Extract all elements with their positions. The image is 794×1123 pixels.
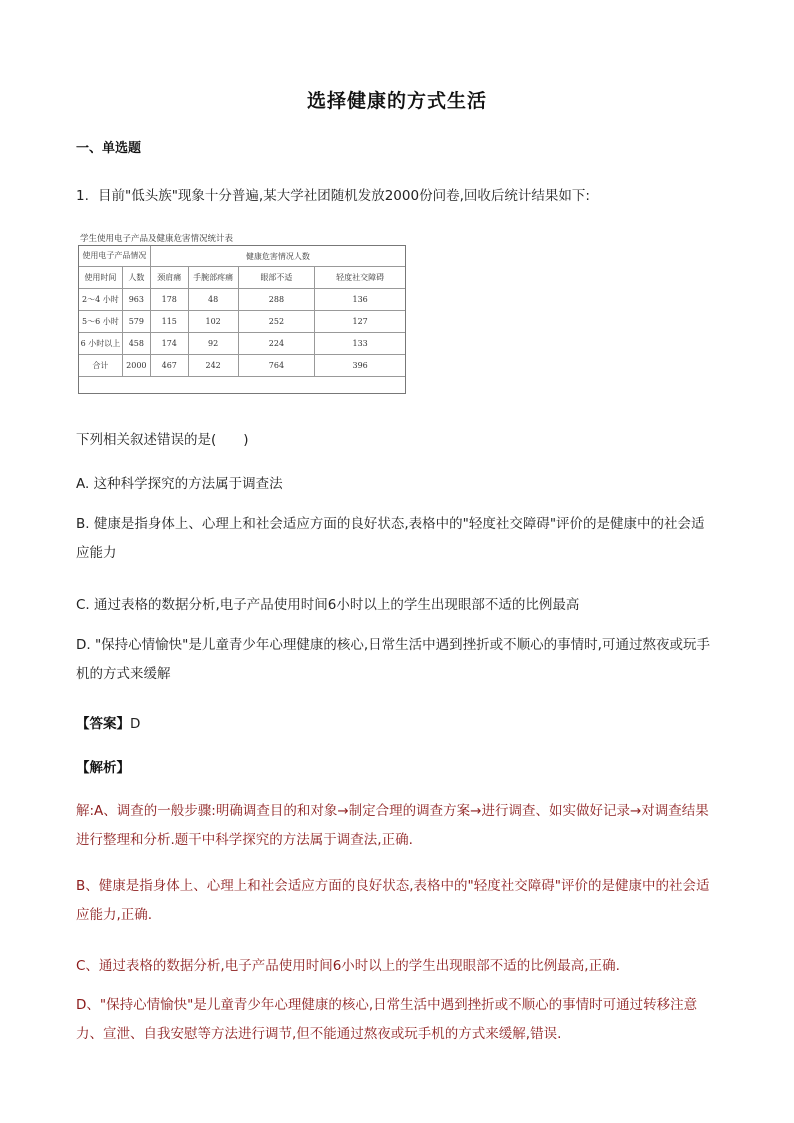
question-prompt: 下列相关叙述错误的是( ) [76,432,249,448]
table-cell: 6 小时以上 [79,333,123,355]
table-cell: 224 [238,333,315,355]
table-cell: 133 [315,333,406,355]
table-cell: 174 [150,333,188,355]
answer-label: 【答案】 [76,716,130,732]
table-cell: 467 [150,355,188,377]
table-col-header: 轻度社交障碍 [315,267,406,289]
table-col-header: 眼部不适 [238,267,315,289]
table-cell: 178 [150,289,188,311]
table-caption: 学生使用电子产品及健康危害情况统计表 [80,234,234,244]
analysis-a: 解:A、调查的一般步骤:明确调查目的和对象→制定合理的调查方案→进行调查、如实做好记录→对调查结果进行整理和分析.题干中科学探究的方法属于调查法,正确. [76,803,709,848]
analysis-d: D、"保持心情愉快"是儿童青少年心理健康的核心,日常生活中遇到挫折或不顺心的事情时可通过转移注意力、宣泄、自我安慰等方法进行调节,但不能通过熬夜或玩手机的方式来缓解,错误. [76,997,698,1042]
analysis-b: B、健康是指身体上、心理上和社会适应方面的良好状态,表格中的"轻度社交障碍"评价的是健康中的社会适应能力,正确. [76,878,710,923]
option-a: A. 这种科学探究的方法属于调查法 [76,476,283,492]
table-header-left: 使用电子产品情况 [79,246,151,267]
table-row [79,355,406,377]
table-col-header: 颈肩痛 [150,267,188,289]
option-c: C. 通过表格的数据分析,电子产品使用时间6小时以上的学生出现眼部不适的比例最高 [76,597,580,613]
table-cell: 102 [188,311,238,333]
table-row [79,289,406,311]
table-cell: 92 [188,333,238,355]
survey-table [78,245,406,377]
table-cell: 396 [315,355,406,377]
question-number: 1. [76,188,89,204]
table-cell: 458 [122,333,150,355]
analysis-c: C、通过表格的数据分析,电子产品使用时间6小时以上的学生出现眼部不适的比例最高,正确. [76,958,620,974]
table-cell: 5～6 小时 [79,311,123,333]
table-row [79,311,406,333]
table-cell: 764 [238,355,315,377]
question-stem: 目前"低头族"现象十分普遍,某大学社团随机发放2000份问卷,回收后统计结果如下: [98,188,590,204]
option-d: D. "保持心情愉快"是儿童青少年心理健康的核心,日常生活中遇到挫折或不顺心的事情时,可通过熬夜或玩手机的方式来缓解 [76,637,710,682]
answer-line [76,712,140,732]
table-col-header: 人数 [122,267,150,289]
question-stem-line [76,184,590,204]
table-cell: 579 [122,311,150,333]
table-cell: 288 [238,289,315,311]
table-cell: 合计 [79,355,123,377]
table-cell: 48 [188,289,238,311]
section-heading: 一、单选题 [76,141,142,156]
table-cell: 252 [238,311,315,333]
table-cell: 2～4 小时 [79,289,123,311]
table-column-header-row [79,267,406,289]
table-cell: 2000 [122,355,150,377]
answer-value: D [130,716,141,732]
table-col-header: 使用时间 [79,267,123,289]
table-cell: 115 [150,311,188,333]
table-row [79,333,406,355]
table-cell: 136 [315,289,406,311]
table-col-header: 手腕部疼痛 [188,267,238,289]
page-title: 选择健康的方式生活 [306,90,487,112]
analysis-label: 【解析】 [76,760,130,776]
table-header-right: 健康危害情况人数 [150,246,405,267]
option-b: B. 健康是指身体上、心理上和社会适应方面的良好状态,表格中的"轻度社交障碍"评价的是健康中的社会适应能力 [76,516,705,561]
table-cell: 242 [188,355,238,377]
table-cell: 127 [315,311,406,333]
table-cell: 963 [122,289,150,311]
